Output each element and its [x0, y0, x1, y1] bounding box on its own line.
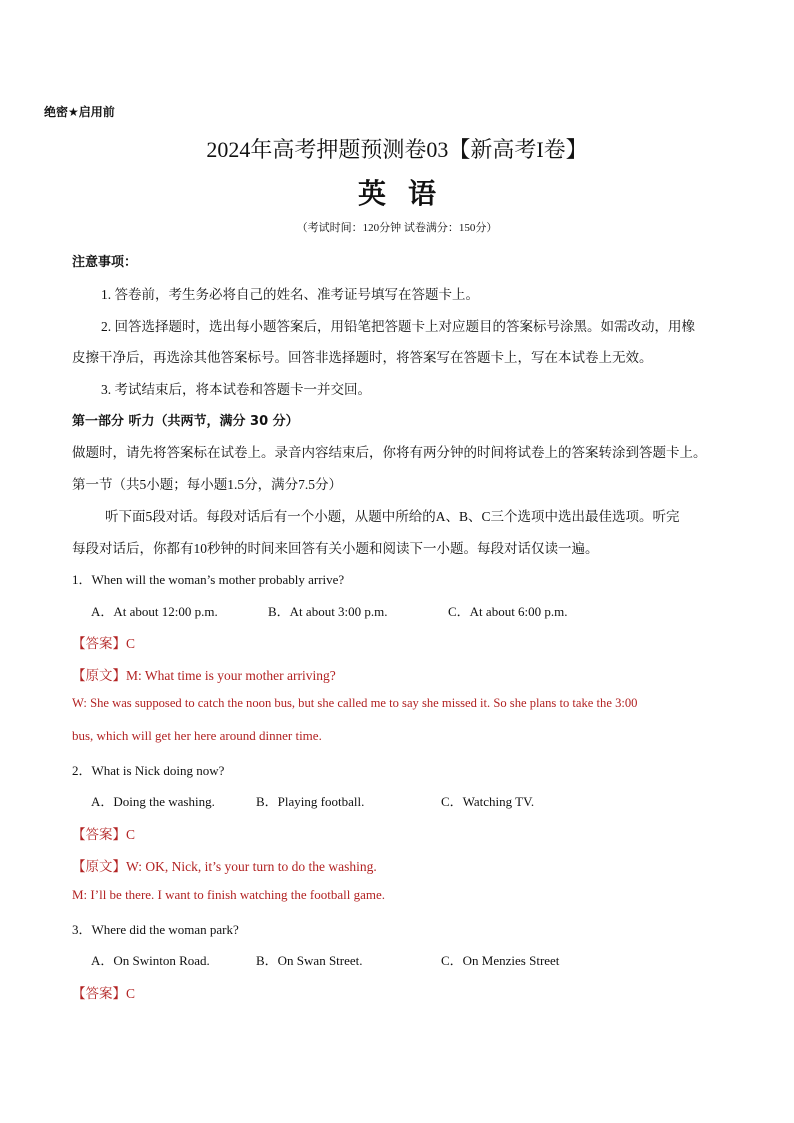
- section1-title: 第一节（共5小题；每小题1.5分，满分7.5分）: [72, 477, 342, 492]
- question-2-option-a: A．Doing the washing.: [91, 794, 215, 809]
- question-1-transcript-line-2: W: She was supposed to catch the noon bus, but she called me to say she missed it. So she plans to take the 3:00: [72, 696, 638, 710]
- answer-label: 【答案】: [72, 986, 126, 1001]
- question-2-stem: 2．What is Nick doing now?: [72, 763, 225, 778]
- directions-line2: 每段对话后，你都有10秒钟的时间来回答有关小题和阅读下一小题。每段对话仅读一遍。: [72, 541, 599, 556]
- question-3-option-a: A．On Swinton Road.: [91, 953, 210, 968]
- question-1-transcript: [72, 664, 336, 684]
- answer-value: C: [126, 986, 136, 1001]
- question-2-transcript-line-2: M: I’ll be there. I want to finish watching the football game.: [72, 887, 385, 902]
- question-3-stem: 3．Where did the woman park?: [72, 922, 239, 937]
- question-2-option-c: C．Watching TV.: [441, 794, 535, 809]
- answer-value: C: [126, 636, 136, 651]
- note-item-1: 1. 答卷前，考生务必将自己的姓名、准考证号填写在答题卡上。: [101, 287, 479, 302]
- answer-value: C: [126, 827, 136, 842]
- answer-label: 【答案】: [72, 827, 126, 842]
- question-3-option-b: B．On Swan Street.: [256, 953, 363, 968]
- part1-instruction: 做题时，请先将答案标在试卷上。录音内容结束后，你将有两分钟的时间将试卷上的答案转涂到答题卡上。: [72, 445, 707, 460]
- question-1-answer: [72, 632, 135, 652]
- note-item-2-line2: 皮擦干净后，再选涂其他答案标号。回答非选择题时，将答案写在答题卡上，写在本试卷上无效。: [72, 350, 653, 365]
- transcript-line: W: OK, Nick, it’s your turn to do the washing.: [126, 859, 377, 874]
- notes-title: 注意事项：: [72, 255, 138, 270]
- transcript-label: 【原文】: [72, 859, 126, 874]
- note-item-3: 3. 考试结束后，将本试卷和答题卡一并交回。: [101, 382, 371, 397]
- question-1-transcript-line-3: bus, which will get her here around dinner time.: [72, 728, 322, 743]
- note-item-2-line1: 2. 回答选择题时，选出每小题答案后，用铅笔把答题卡上对应题目的答案标号涂黑。如需改动，用橡: [101, 319, 695, 334]
- question-1-option-a: A．At about 12:00 p.m.: [91, 604, 218, 619]
- transcript-label: 【原文】: [72, 668, 126, 683]
- transcript-line: M: What time is your mother arriving?: [126, 668, 336, 683]
- page-title: 2024年高考押题预测卷03【新高考I卷】: [206, 137, 588, 162]
- question-1-stem: 1．When will the woman’s mother probably arrive?: [72, 572, 345, 587]
- question-3-option-c: C．On Menzies Street: [441, 953, 560, 968]
- question-3-answer: [72, 982, 135, 1002]
- question-1-option-c: C．At about 6:00 p.m.: [448, 604, 568, 619]
- part1-title: 第一部分 听力（共两节，满分 30 分）: [72, 414, 299, 429]
- subject-title: 英语: [357, 177, 458, 210]
- question-2-transcript: [72, 855, 377, 875]
- question-1-option-b: B．At about 3:00 p.m.: [268, 604, 388, 619]
- question-2-answer: [72, 823, 135, 843]
- exam-info: （考试时间：120分钟 试卷满分：150分）: [296, 222, 498, 234]
- question-2-option-b: B．Playing football.: [256, 794, 365, 809]
- secret-label: 绝密★启用前: [44, 105, 115, 119]
- directions-line1: 听下面5段对话。每段对话后有一个小题，从题中所给的A、B、C三个选项中选出最佳选项。听完: [105, 509, 680, 524]
- answer-label: 【答案】: [72, 636, 126, 651]
